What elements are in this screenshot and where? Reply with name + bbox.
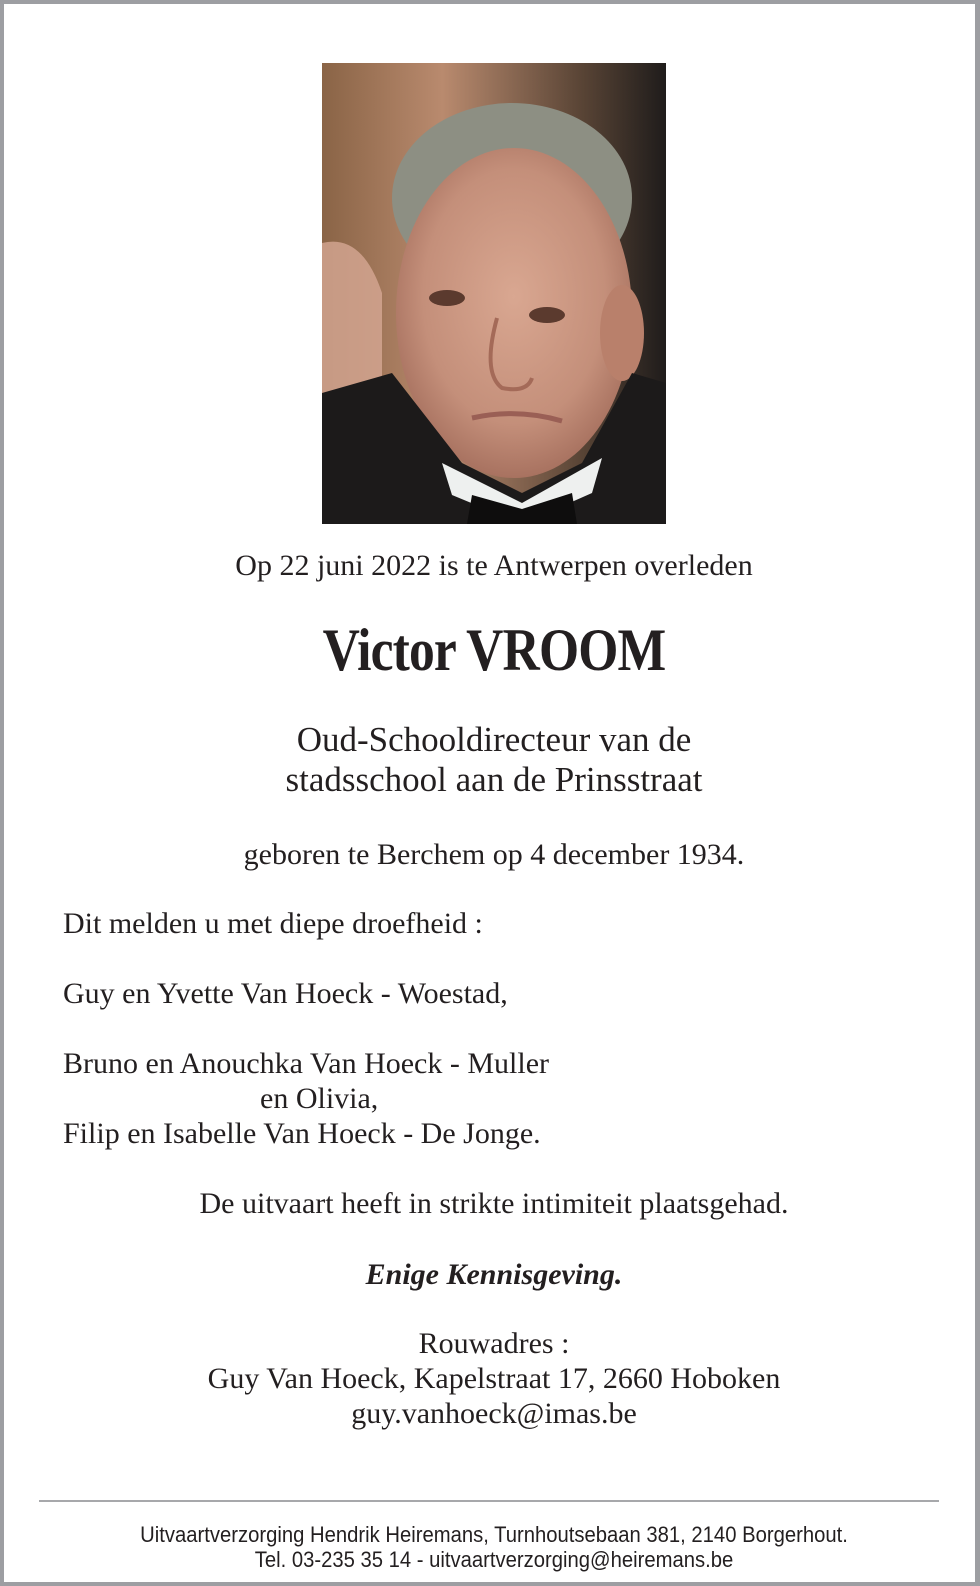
family-line: Guy en Yvette Van Hoeck - Woestad, bbox=[63, 977, 508, 1010]
funeral-home-contact[interactable]: Tel. 03-235 35 14 - uitvaartverzorging@heiremans.be bbox=[254, 1547, 734, 1572]
death-announcement: Op 22 juni 2022 is te Antwerpen overleden bbox=[235, 549, 753, 582]
footer-divider bbox=[39, 1500, 939, 1502]
only-notice: Enige Kennisgeving. bbox=[365, 1258, 623, 1291]
birth-line: geboren te Berchem op 4 december 1934. bbox=[243, 838, 745, 871]
announcers-intro: Dit melden u met diepe droefheid : bbox=[63, 907, 483, 940]
condolence-address: Guy Van Hoeck, Kapelstraat 17, 2660 Hoboken bbox=[207, 1362, 781, 1395]
condolence-email[interactable]: guy.vanhoeck@imas.be bbox=[351, 1397, 637, 1430]
deceased-title-line-2: stadsschool aan de Prinsstraat bbox=[285, 760, 703, 799]
funeral-statement: De uitvaart heeft in strikte intimiteit plaatsgehad. bbox=[199, 1187, 789, 1220]
portrait-photo bbox=[322, 63, 666, 524]
funeral-home-address: Uitvaartverzorging Hendrik Heiremans, Turnhoutsebaan 381, 2140 Borgerhout. bbox=[140, 1522, 848, 1547]
portrait-image-icon bbox=[322, 63, 666, 524]
condolence-label: Rouwadres : bbox=[418, 1327, 570, 1360]
deceased-title-line-1: Oud-Schooldirecteur van de bbox=[296, 720, 692, 759]
family-line: Bruno en Anouchka Van Hoeck - Muller bbox=[63, 1047, 550, 1080]
family-line: en Olivia, bbox=[260, 1082, 379, 1115]
deceased-name: Victor VROOM bbox=[322, 617, 666, 683]
family-line: Filip en Isabelle Van Hoeck - De Jonge. bbox=[63, 1117, 541, 1150]
